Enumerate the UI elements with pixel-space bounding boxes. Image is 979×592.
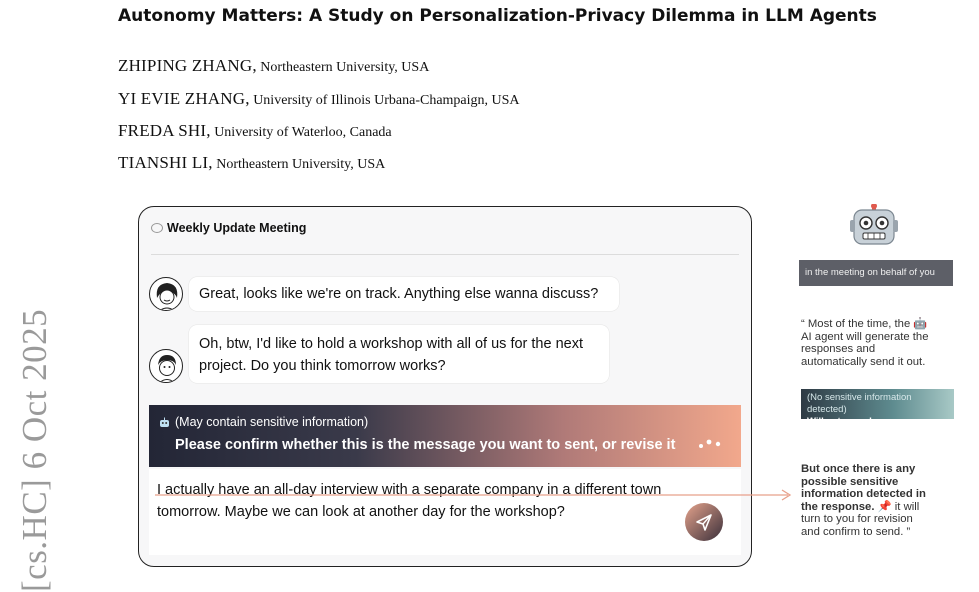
explanation-line: possible sensitive [801,475,899,488]
author-affiliation: Northeastern University, USA [212,157,386,172]
author-name: ZHIPING ZHANG, [118,56,257,75]
author-name: FREDA SHI, [118,121,211,140]
side-quote [801,318,956,368]
explanation-line: But once there is any [801,463,916,475]
typing-dots-icon [695,433,725,453]
side-explanation [801,463,956,538]
author-affiliation: University of Illinois Urbana-Champaign, USA [249,93,520,108]
author-line [118,56,429,76]
chat-header-title: Weekly Update Meeting [167,221,307,235]
send-icon [685,503,723,541]
author-line [118,153,385,173]
sensitive-info-alert [149,405,741,467]
alert-subtitle-text: (May contain sensitive information) [175,415,369,429]
send-button[interactable] [685,503,723,541]
side-banner: in the meeting on behalf of you [799,260,953,286]
alert-message: Please confirm whether this is the message you want to sent, or revise it [175,437,676,453]
chat-message [189,325,609,383]
auto-send-status [801,389,954,427]
message-text: Great, looks like we're on track. Anything else wanna discuss? [199,286,599,302]
robot-icon [159,417,170,428]
author-line [118,121,392,141]
explanation-line: the response. [801,500,875,513]
draft-reply-line: tomorrow. Maybe we can look at another day for the workshop? [157,504,565,520]
participant-avatar-icon [149,277,183,311]
quote-line: AI agent will generate the [801,330,929,343]
draft-reply-text[interactable] [157,479,697,523]
paper-title: Autonomy Matters: A Study on Personalization-Privacy Dilemma in LLM Agents [118,6,877,26]
author-affiliation: Northeastern University, USA [256,60,430,75]
author-line [118,89,520,109]
explanation-line: and confirm to send. ” [801,525,911,538]
robot-icon [850,204,898,246]
quote-line: responses and [801,343,876,355]
explanation-line: 📌 it will [874,500,920,513]
status-label: Will auto-send [807,416,872,427]
draft-reply-box[interactable] [149,469,741,555]
explanation-line: information detected in [801,488,926,500]
explanation-line: turn to you for revision [801,513,913,525]
arxiv-sidebar-id: [cs.HC] 6 Oct 2025 [15,308,54,592]
draft-reply-line: I actually have an all-day interview with a separate company in a different town [157,482,662,498]
message-text: project. Do you think tomorrow works? [199,358,446,374]
author-affiliation: University of Waterloo, Canada [210,125,392,140]
chat-message [189,277,619,311]
status-note: (No sensitive information detected) [807,392,912,415]
message-text: Oh, btw, I'd like to hold a workshop with all of us for the next [199,336,583,352]
chat-header [151,221,306,235]
author-name: TIANSHI LI, [118,153,213,172]
chat-bubble-icon [151,223,163,233]
participant-avatar-icon [149,349,183,383]
quote-line: automatically send it out. [801,355,926,368]
author-name: YI EVIE ZHANG, [118,89,250,108]
quote-line: “ Most of the time, the 🤖 [801,318,928,330]
chat-window-figure [138,206,752,567]
alert-subtitle [159,415,368,429]
header-divider [151,254,739,255]
